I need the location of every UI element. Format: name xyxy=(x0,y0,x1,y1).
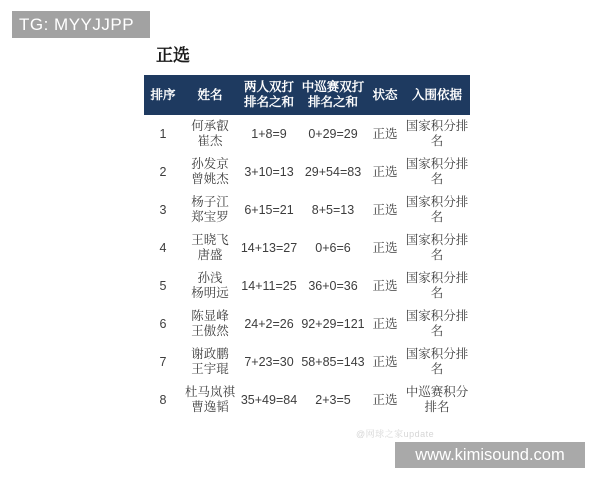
player-name-2: 杨明远 xyxy=(191,286,229,300)
status-cell: 正选 xyxy=(372,164,398,179)
column-header-status: 状态 xyxy=(372,87,398,102)
status-cell: 正选 xyxy=(372,354,398,369)
basis-cell: 中巡赛积分排名 xyxy=(405,385,469,414)
player-name-1: 陈显峰 xyxy=(191,309,229,323)
rank-cell: 7 xyxy=(159,354,167,369)
tg-handle-badge: TG: MYYJJPP xyxy=(12,11,150,38)
rank-cell: 5 xyxy=(159,278,167,293)
player-name-2: 唐盛 xyxy=(197,248,223,262)
tour-sum-cell: 92+29=121 xyxy=(301,316,365,331)
status-cell: 正选 xyxy=(372,316,398,331)
player-name-1: 孙浅 xyxy=(197,271,223,285)
player-name-2: 曹逸韬 xyxy=(191,400,229,414)
tour-sum-cell: 29+54=83 xyxy=(304,164,362,179)
name-cell xyxy=(182,231,238,265)
basis-cell: 国家积分排名 xyxy=(405,271,469,300)
status-cell: 正选 xyxy=(372,240,398,255)
table-header-row xyxy=(144,75,470,115)
doubles-sum-cell: 3+10=13 xyxy=(244,164,294,179)
status-cell: 正选 xyxy=(372,392,398,407)
doubles-sum-cell: 35+49=84 xyxy=(240,392,298,407)
tour-sum-cell: 8+5=13 xyxy=(311,202,355,217)
player-name-1: 孙发京 xyxy=(191,157,229,171)
rank-cell: 3 xyxy=(159,202,167,217)
table-row xyxy=(144,267,470,305)
name-cell xyxy=(182,269,238,303)
name-cell xyxy=(182,345,238,379)
tour-sum-cell: 0+6=6 xyxy=(315,240,351,255)
status-cell: 正选 xyxy=(372,202,398,217)
player-name-2: 郑宝罗 xyxy=(191,210,229,224)
tour-sum-cell: 58+85=143 xyxy=(301,354,365,369)
tour-sum-cell: 0+29=29 xyxy=(308,126,358,141)
player-name-2: 王傲然 xyxy=(191,324,229,338)
table-row xyxy=(144,381,470,419)
status-cell: 正选 xyxy=(372,126,398,141)
rank-cell: 1 xyxy=(159,126,167,141)
table-row xyxy=(144,153,470,191)
rank-cell: 8 xyxy=(159,392,167,407)
table-row xyxy=(144,343,470,381)
site-watermark-bar xyxy=(395,442,585,468)
site-url: www.kimisound.com xyxy=(415,446,565,464)
table-row xyxy=(144,305,470,343)
status-cell: 正选 xyxy=(372,278,398,293)
basis-cell: 国家积分排名 xyxy=(405,157,469,186)
photo-watermark: @网球之家update xyxy=(356,429,435,439)
player-name-1: 何承叡 xyxy=(191,119,229,133)
player-name-2: 崔杰 xyxy=(197,134,223,148)
basis-cell: 国家积分排名 xyxy=(405,347,469,376)
doubles-sum-cell: 1+8=9 xyxy=(251,126,287,141)
column-header-doubles-sum: 两人双打排名之和 xyxy=(243,80,294,109)
column-header-rank: 排序 xyxy=(150,87,176,102)
table-row xyxy=(144,115,470,153)
player-name-1: 王晓飞 xyxy=(191,233,229,247)
doubles-sum-cell: 7+23=30 xyxy=(244,354,294,369)
basis-cell: 国家积分排名 xyxy=(405,233,469,262)
table-body xyxy=(144,115,470,419)
doubles-sum-cell: 14+11=25 xyxy=(241,278,297,293)
name-cell xyxy=(182,193,238,227)
player-name-1: 谢政鹏 xyxy=(191,347,229,361)
rank-cell: 6 xyxy=(159,316,167,331)
tour-sum-cell: 36+0=36 xyxy=(308,278,358,293)
rank-cell: 2 xyxy=(159,164,167,179)
basis-cell: 国家积分排名 xyxy=(405,119,469,148)
player-name-2: 王宇琨 xyxy=(191,362,229,376)
doubles-sum-cell: 6+15=21 xyxy=(244,202,294,217)
table-row xyxy=(144,191,470,229)
column-header-basis: 入围依据 xyxy=(411,87,462,102)
doubles-sum-cell: 24+2=26 xyxy=(244,316,294,331)
tour-sum-cell: 2+3=5 xyxy=(315,392,351,407)
name-cell xyxy=(182,383,238,417)
name-cell xyxy=(182,155,238,189)
player-name-2: 曾姚杰 xyxy=(191,172,229,186)
column-header-name: 姓名 xyxy=(197,87,223,102)
basis-cell: 国家积分排名 xyxy=(405,309,469,338)
name-cell xyxy=(182,307,238,341)
table-row xyxy=(144,229,470,267)
selection-table xyxy=(144,75,470,419)
column-header-tour-sum: 中巡赛双打排名之和 xyxy=(301,80,365,109)
basis-cell: 国家积分排名 xyxy=(405,195,469,224)
player-name-1: 杜马岚祺 xyxy=(184,385,235,399)
rank-cell: 4 xyxy=(159,240,167,255)
player-name-1: 杨子江 xyxy=(191,195,229,209)
name-cell xyxy=(182,117,238,151)
doubles-sum-cell: 14+13=27 xyxy=(240,240,298,255)
page-title: 正选 xyxy=(156,46,190,65)
